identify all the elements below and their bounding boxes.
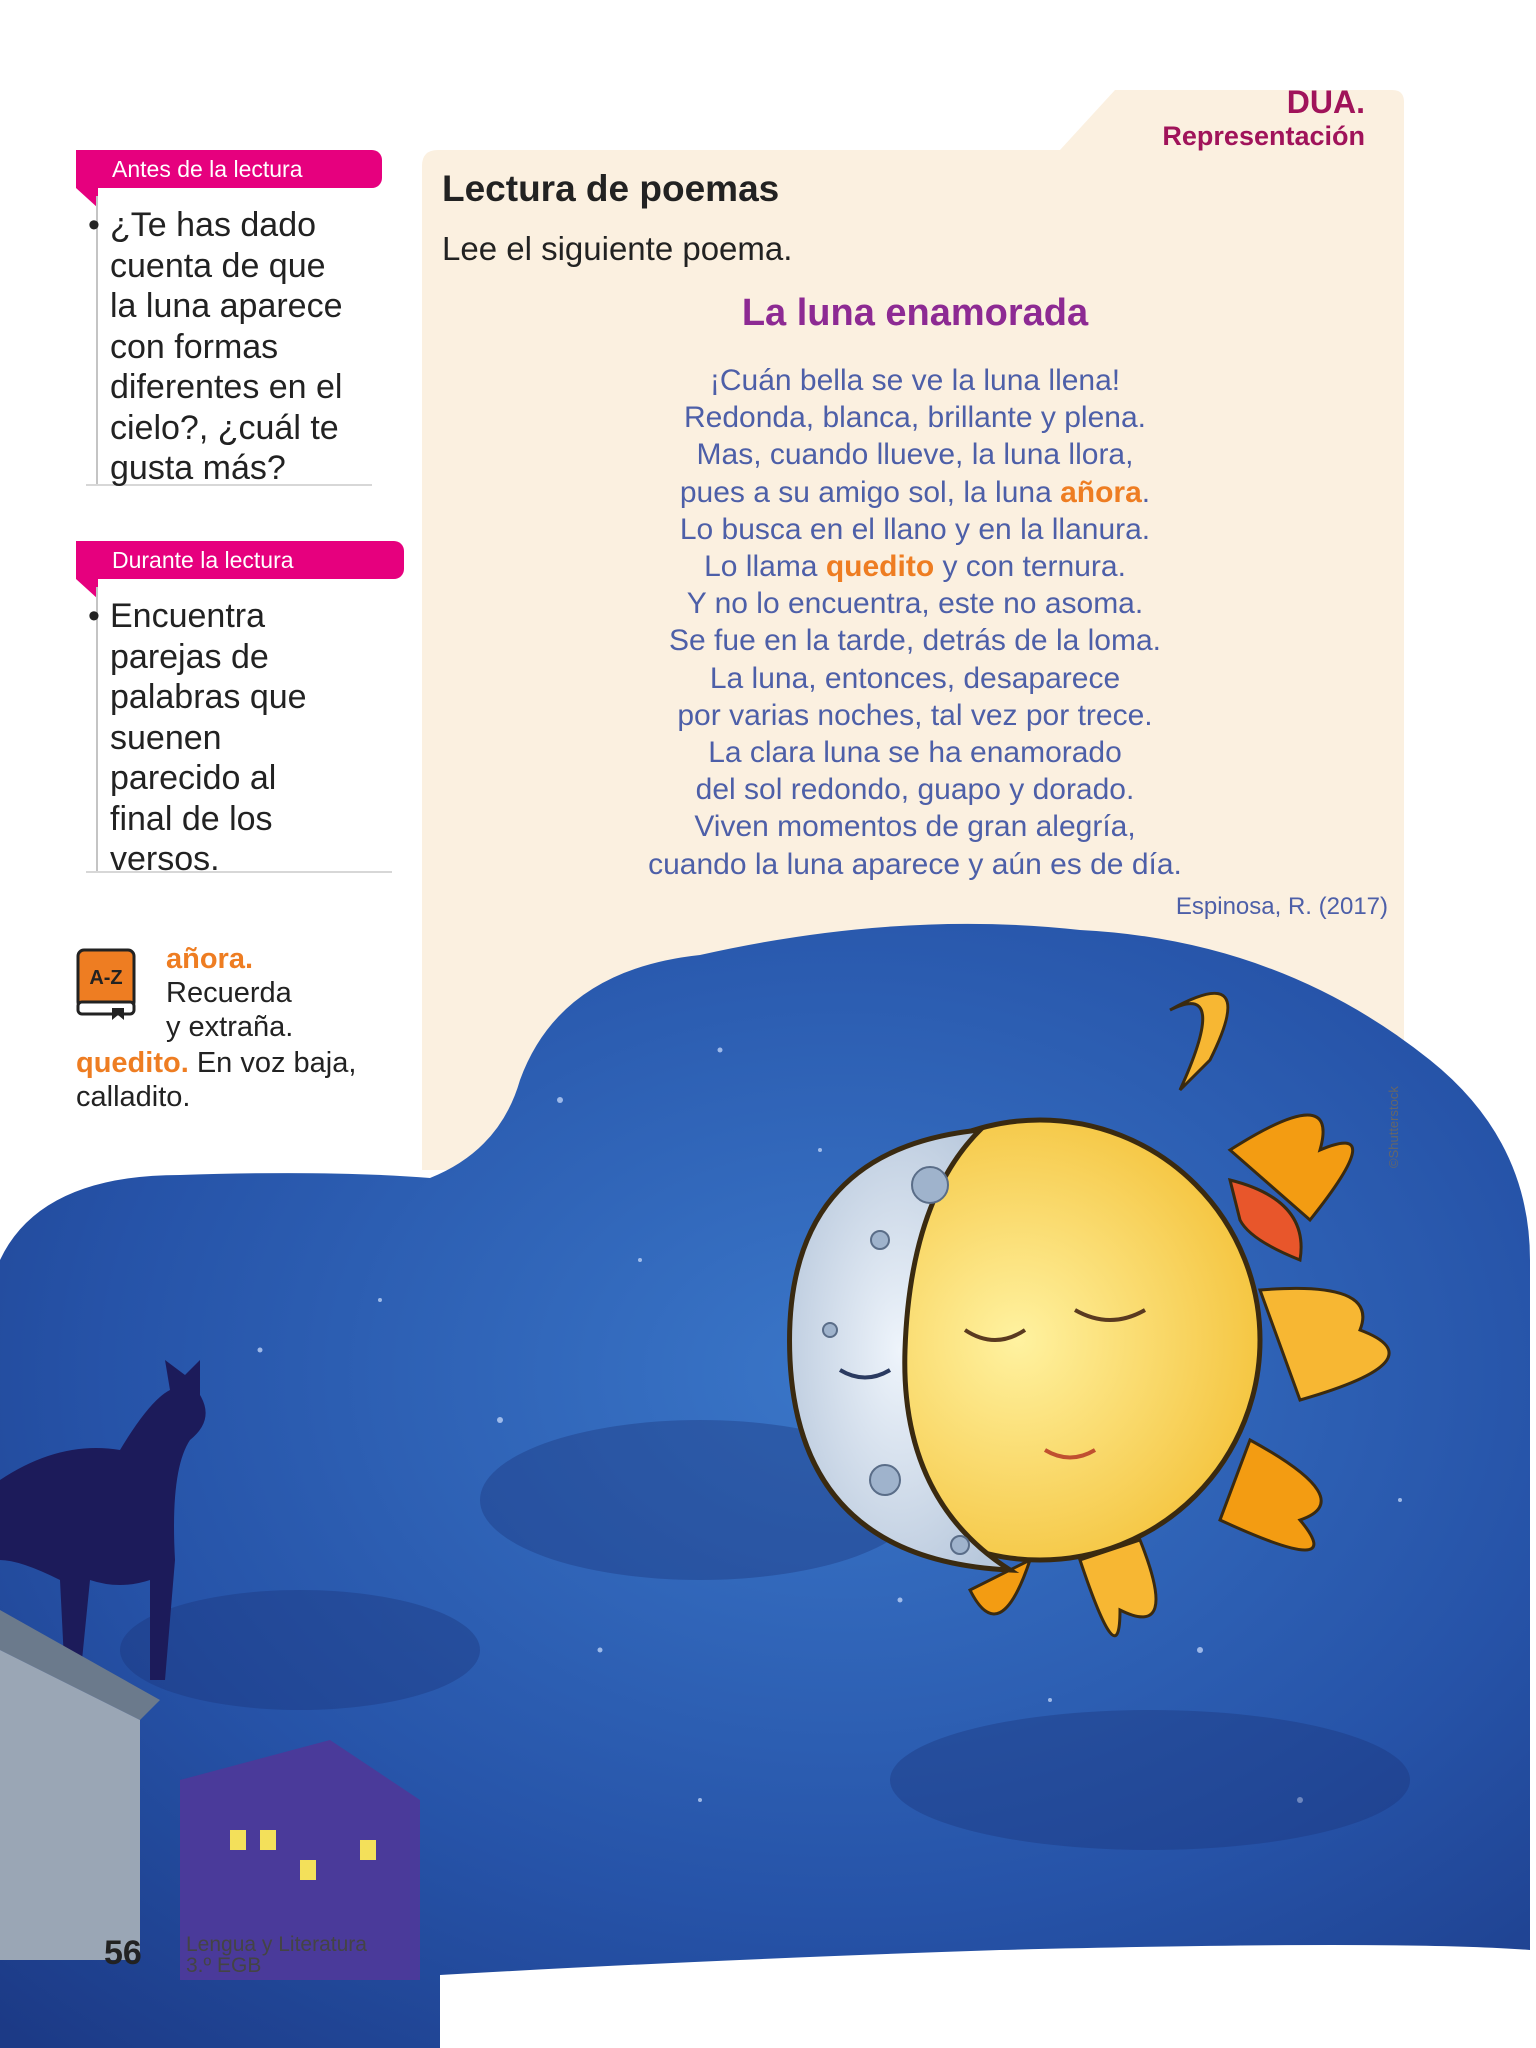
poem-line: cuando la luna aparece y aún es de día.: [648, 847, 1182, 881]
during-reading-line: parejas de: [110, 637, 269, 676]
poem-body: [560, 362, 1270, 883]
before-reading-line: la luna aparece: [110, 287, 343, 325]
poem-line: Y no lo encuentra, este no asoma.: [686, 587, 1144, 621]
poem-text: pues a su amigo sol, la luna: [679, 475, 1061, 509]
bullet-icon: •: [88, 206, 100, 244]
poem-line: ¡Cuán bella se ve la luna llena!: [709, 364, 1121, 397]
poem-line: La clara luna se ha enamorado: [708, 736, 1122, 770]
during-reading-tab: Durante la lectura: [76, 541, 404, 579]
poem-line: Mas, cuando llueve, la luna llora,: [696, 438, 1134, 472]
glossary-definition: y extraña.: [166, 1011, 294, 1043]
page-number: 56: [104, 1934, 142, 1972]
glossary-term: añora.: [166, 943, 254, 975]
before-reading-line: cielo?, ¿cuál te: [110, 408, 339, 447]
during-reading-line: parecido al: [110, 759, 277, 797]
dua-title: DUA.: [1286, 84, 1365, 120]
during-reading-line: final de los: [110, 799, 273, 838]
glossary-term: quedito.: [76, 1047, 189, 1079]
poem-line: Viven momentos de gran alegría,: [694, 810, 1136, 844]
poem-line: Lo busca en el llano y en la llanura.: [679, 512, 1151, 546]
during-reading-line: suenen: [110, 718, 222, 757]
during-reading-line: Encuentra: [110, 597, 265, 635]
instruction-text: Lee el siguiente poema.: [442, 230, 793, 267]
poem-text: .: [1141, 475, 1151, 509]
glossary-definition: En voz baja, calladito.: [76, 1047, 357, 1113]
footer-grade: 3.º EGB: [186, 1954, 262, 1977]
dictionary-icon: [76, 948, 136, 1022]
dua-tab: [1080, 84, 1365, 152]
poem-line: Redonda, blanca, brillante y plena.: [684, 401, 1146, 435]
section-title: Lectura de poemas: [442, 168, 780, 209]
poem-line: del sol redondo, guapo y dorado.: [695, 773, 1135, 807]
poem-line: [560, 548, 1270, 585]
before-reading-line: diferentes en el: [110, 368, 343, 406]
before-reading-line: cuenta de que: [110, 246, 326, 285]
during-reading-line: versos.: [110, 840, 220, 878]
poem-line: [560, 474, 1270, 511]
glossary-entry-anora: [166, 942, 293, 1044]
footer-subject: Lengua y Literatura: [186, 1933, 367, 1956]
during-reading-line: palabras que: [110, 678, 307, 716]
glossary-definition: Recuerda: [166, 977, 292, 1009]
poem-line: Se fue en la tarde, detrás de la loma.: [669, 624, 1161, 658]
glossary-entry-quedito: [76, 1046, 396, 1114]
bullet-icon: •: [88, 597, 100, 635]
poem-title: La luna enamorada: [741, 292, 1089, 334]
poem-text: y con ternura.: [934, 550, 1126, 584]
dua-subtitle: Representación: [1162, 121, 1365, 151]
image-credit: ©Shutterstock: [1386, 1086, 1401, 1168]
poem-line: La luna, entonces, desaparece: [709, 661, 1121, 695]
dictionary-icon-label: A-Z: [89, 967, 123, 989]
glossary-word-quedito: quedito: [825, 550, 935, 584]
poem-citation: Espinosa, R. (2017): [1175, 893, 1388, 920]
poem-line: por varias noches, tal vez por trece.: [677, 698, 1153, 732]
poem-text: Lo llama: [704, 550, 826, 584]
before-reading-line: con formas: [110, 327, 279, 366]
during-reading-task: [88, 596, 307, 880]
before-reading-line: ¿Te has dado: [110, 206, 317, 244]
before-reading-tab: Antes de la lectura: [76, 150, 382, 188]
glossary-word-anora: añora: [1060, 475, 1142, 509]
before-reading-line: gusta más?: [110, 449, 286, 487]
before-reading-question: [88, 205, 343, 489]
